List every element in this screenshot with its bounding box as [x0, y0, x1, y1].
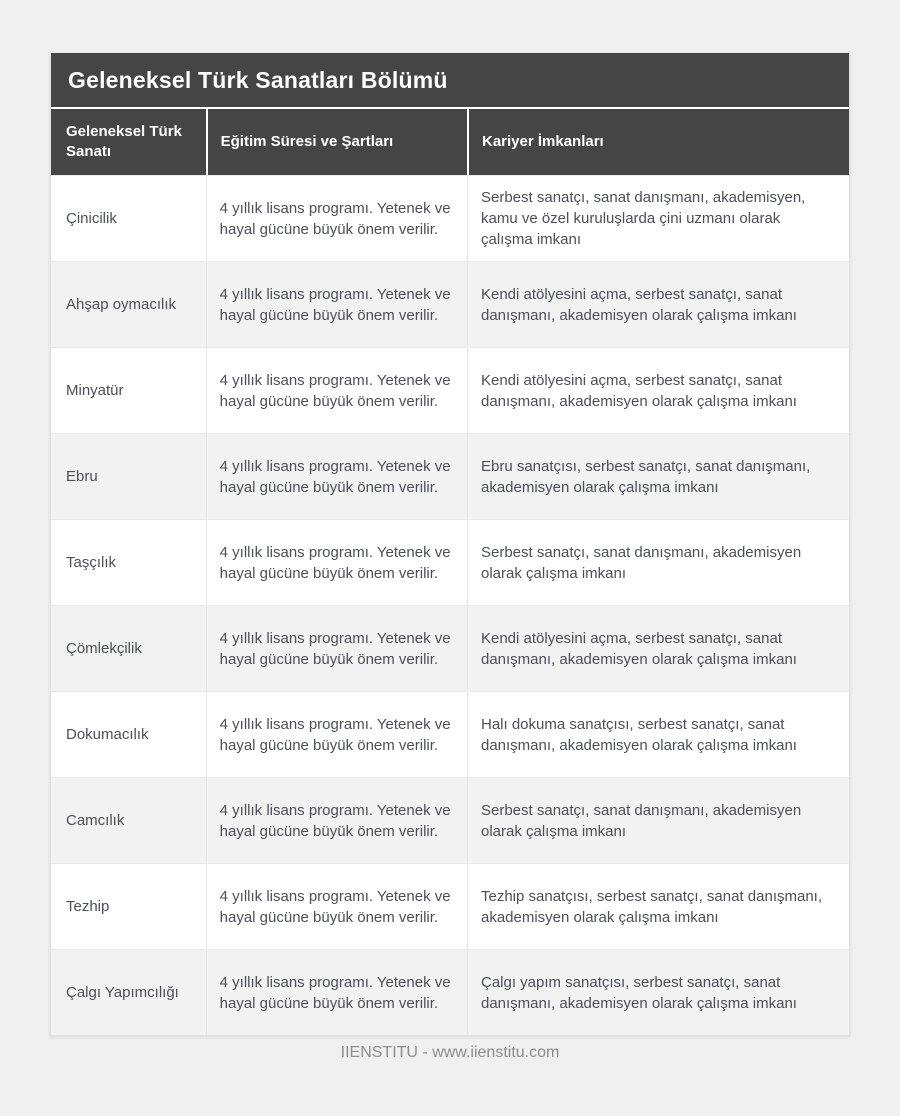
education-cell: 4 yıllık lisans programı. Yetenek ve hayal gücüne büyük önem verilir.	[206, 606, 467, 691]
career-cell: Serbest sanatçı, sanat danışmanı, akademisyen olarak çalışma imkanı	[467, 520, 849, 605]
education-cell: 4 yıllık lisans programı. Yetenek ve hayal gücüne büyük önem verilir.	[206, 778, 467, 863]
career-cell: Ebru sanatçısı, serbest sanatçı, sanat danışmanı, akademisyen olarak çalışma imkanı	[467, 434, 849, 519]
table-row	[51, 347, 849, 433]
table-row	[51, 261, 849, 347]
education-cell: 4 yıllık lisans programı. Yetenek ve hayal gücüne büyük önem verilir.	[206, 692, 467, 777]
career-cell: Halı dokuma sanatçısı, serbest sanatçı, sanat danışmanı, akademisyen olarak çalışma imkanı	[467, 692, 849, 777]
education-cell: 4 yıllık lisans programı. Yetenek ve hayal gücüne büyük önem verilir.	[206, 950, 467, 1035]
page-title: Geleneksel Türk Sanatları Bölümü	[51, 53, 849, 107]
table-row	[51, 605, 849, 691]
table-row	[51, 433, 849, 519]
art-name-cell: Çömlekçilik	[66, 640, 142, 657]
column-header-career: Kariyer İmkanları	[467, 109, 849, 175]
art-name-cell: Çinicilik	[66, 210, 117, 227]
career-cell: Kendi atölyesini açma, serbest sanatçı, sanat danışmanı, akademisyen olarak çalışma imkanı	[467, 262, 849, 347]
art-name-cell: Ahşap oymacılık	[66, 296, 177, 313]
table-row	[51, 863, 849, 949]
education-cell: 4 yıllık lisans programı. Yetenek ve hayal gücüne büyük önem verilir.	[206, 348, 467, 433]
content-card	[50, 53, 850, 1036]
table-row	[51, 691, 849, 777]
table-header	[51, 107, 849, 175]
career-cell: Serbest sanatçı, sanat danışmanı, akademisyen, kamu ve özel kuruluşlarda çini uzmanı olarak çalışma imkanı	[467, 176, 849, 261]
career-cell: Kendi atölyesini açma, serbest sanatçı, sanat danışmanı, akademisyen olarak çalışma imkanı	[467, 348, 849, 433]
table-row	[51, 519, 849, 605]
table-row	[51, 949, 849, 1035]
education-cell: 4 yıllık lisans programı. Yetenek ve hayal gücüne büyük önem verilir.	[206, 864, 467, 949]
education-cell: 4 yıllık lisans programı. Yetenek ve hayal gücüne büyük önem verilir.	[206, 520, 467, 605]
art-name-cell: Minyatür	[66, 382, 124, 399]
art-name-cell: Tezhip	[66, 898, 110, 915]
column-header-art: Geleneksel Türk Sanatı	[66, 123, 182, 160]
career-cell: Çalgı yapım sanatçısı, serbest sanatçı, sanat danışmanı, akademisyen olarak çalışma imkanı	[467, 950, 849, 1035]
career-cell: Tezhip sanatçısı, serbest sanatçı, sanat danışmanı, akademisyen olarak çalışma imkanı	[467, 864, 849, 949]
education-cell: 4 yıllık lisans programı. Yetenek ve hayal gücüne büyük önem verilir.	[206, 262, 467, 347]
education-cell: 4 yıllık lisans programı. Yetenek ve hayal gücüne büyük önem verilir.	[206, 176, 467, 261]
career-cell: Serbest sanatçı, sanat danışmanı, akademisyen olarak çalışma imkanı	[467, 778, 849, 863]
table-row	[51, 175, 849, 261]
art-name-cell: Dokumacılık	[66, 726, 149, 743]
table-body	[51, 175, 849, 1035]
table-row	[51, 777, 849, 863]
education-cell: 4 yıllık lisans programı. Yetenek ve hayal gücüne büyük önem verilir.	[206, 434, 467, 519]
column-header-education: Eğitim Süresi ve Şartları	[206, 109, 467, 175]
career-cell: Kendi atölyesini açma, serbest sanatçı, sanat danışmanı, akademisyen olarak çalışma imkanı	[467, 606, 849, 691]
footer-text: IIENSTITU - www.iienstitu.com	[340, 1044, 560, 1061]
art-name-cell: Çalgı Yapımcılığı	[66, 984, 179, 1001]
art-name-cell: Camcılık	[66, 812, 125, 829]
art-name-cell: Ebru	[66, 468, 98, 485]
art-name-cell: Taşçılık	[66, 554, 117, 571]
